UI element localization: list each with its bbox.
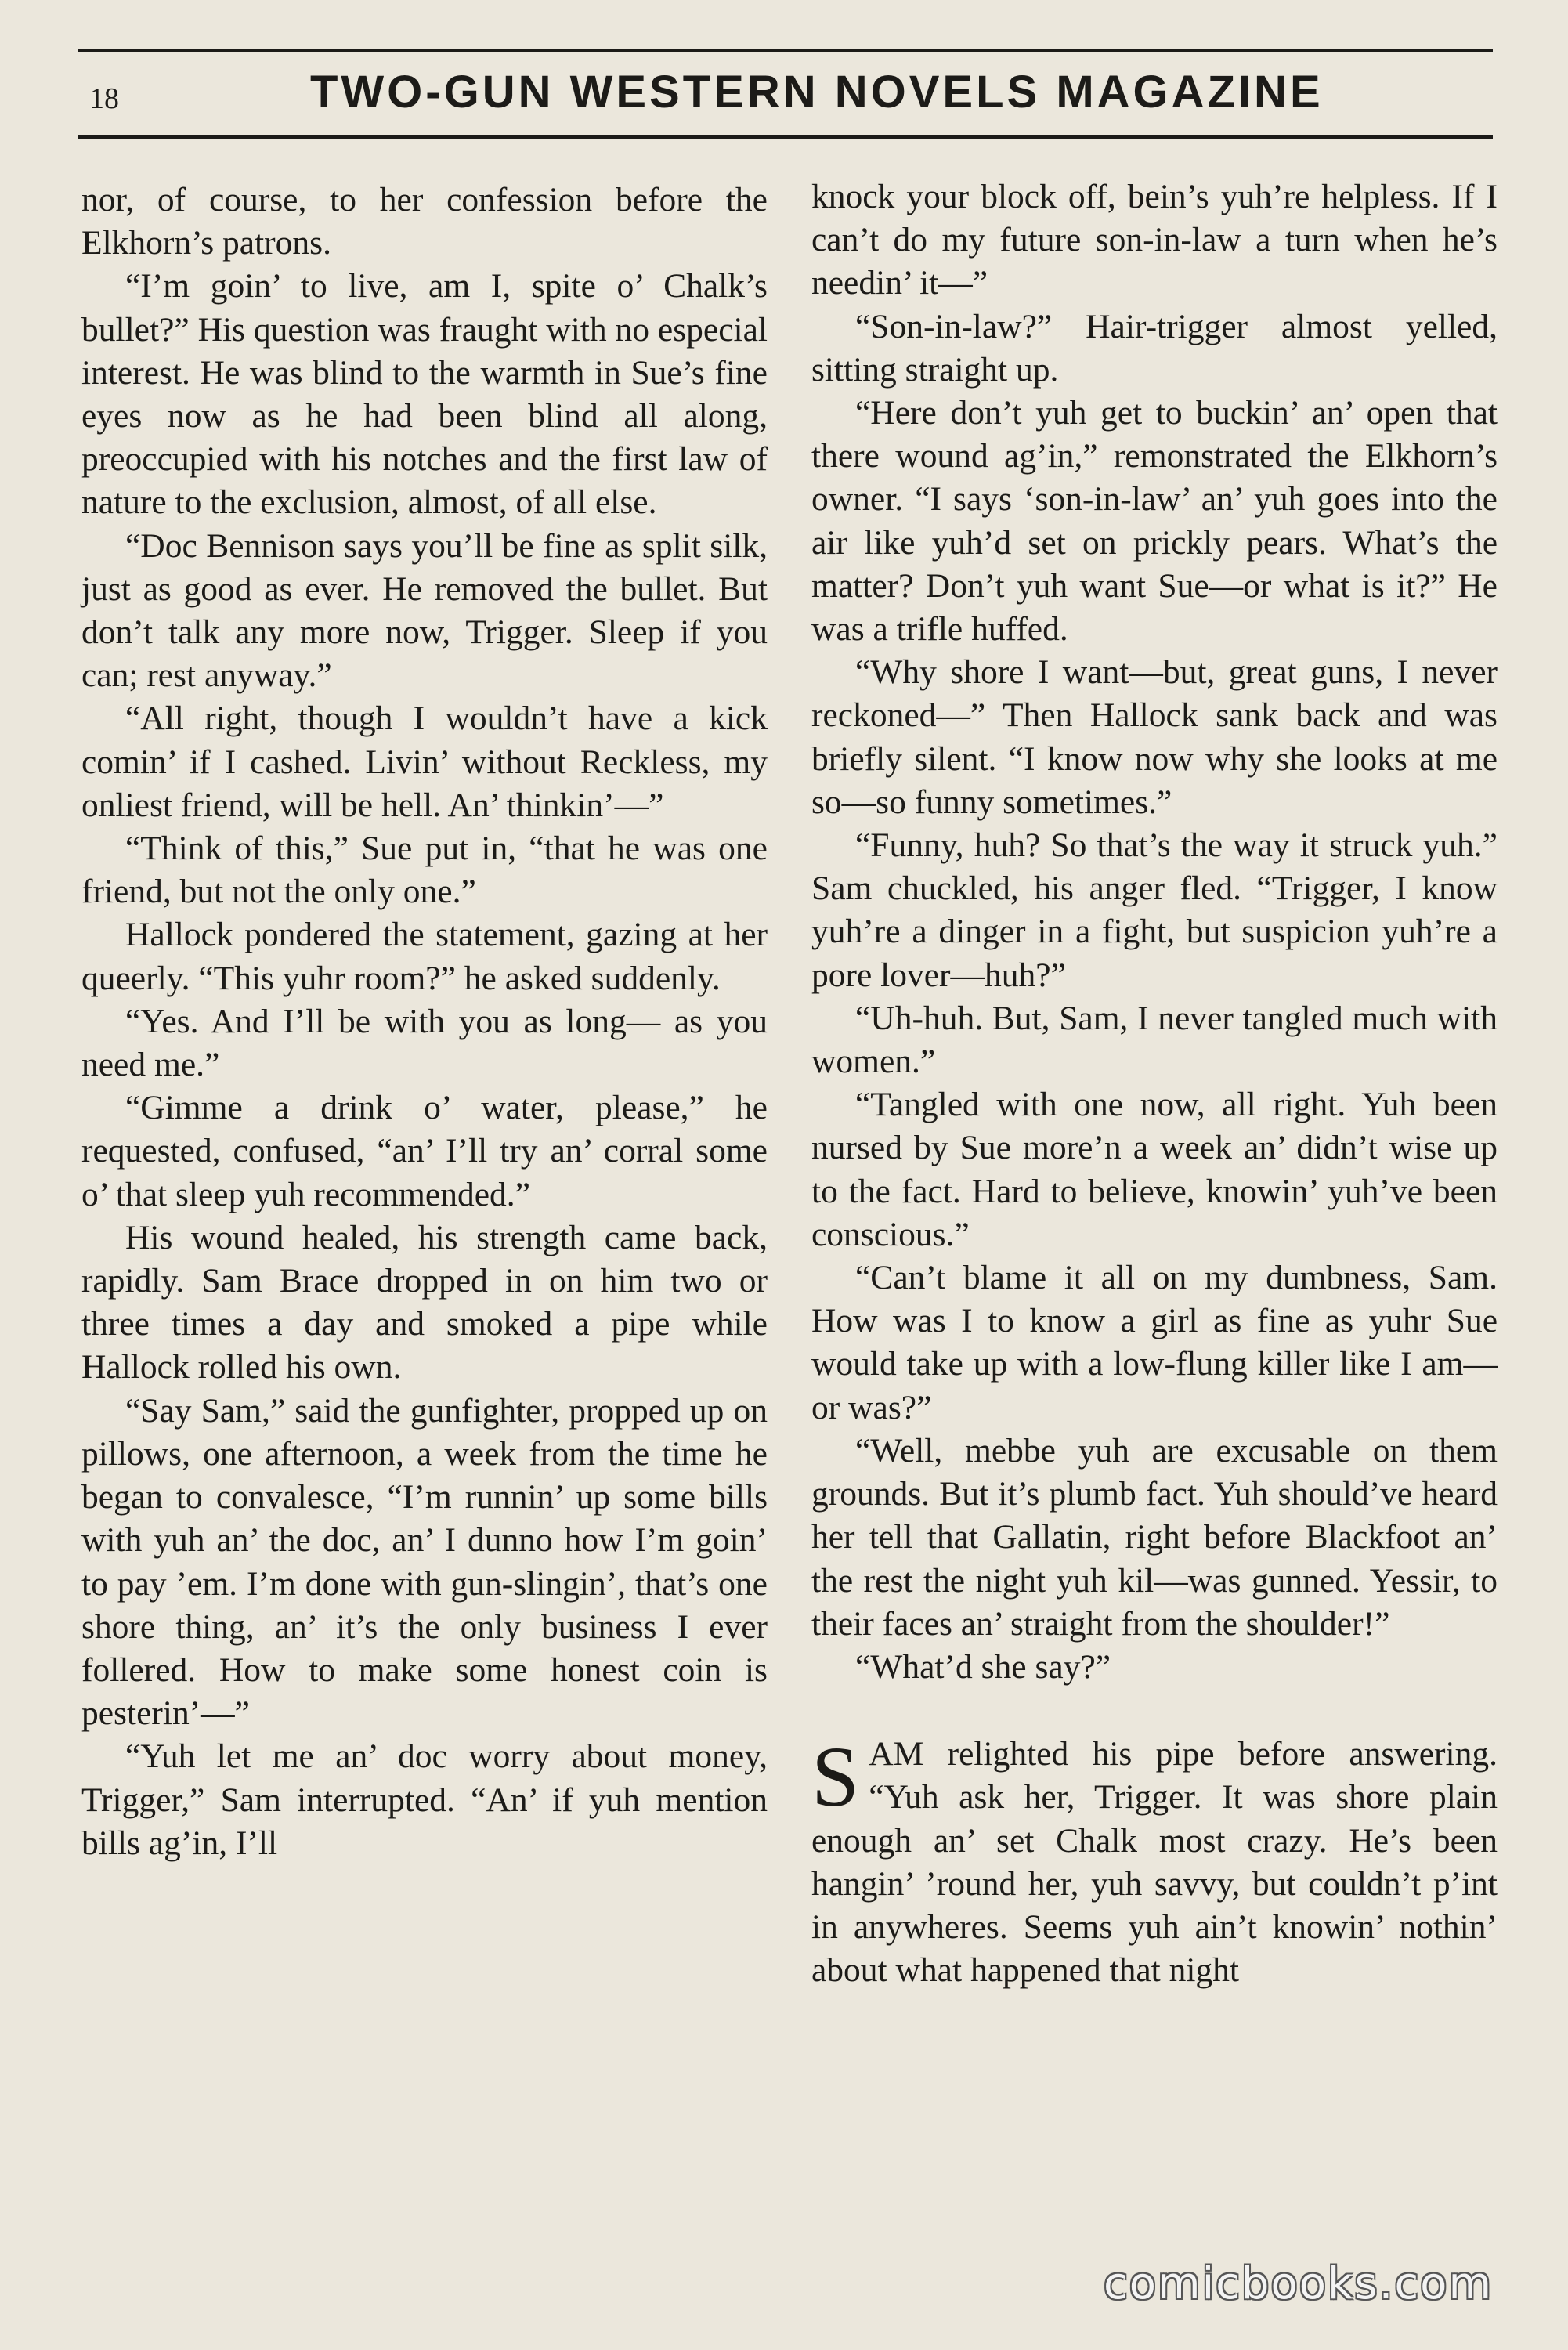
paragraph: “Gimme a drink o’ water, please,” he requested, confused, “an’ I’ll try an’ corral some o’ that sleep yuh recommended.”	[81, 1089, 768, 1213]
paragraph: “Funny, huh? So that’s the way it struck yuh.” Sam chuckled, his anger fled. “Trigger, I know yuh’re a dinger in a fight, but suspicion yuh’re a pore lover—huh?”	[811, 826, 1498, 994]
paragraph: “Can’t blame it all on my dumbness, Sam. How was I to know a girl as fine as yuhr Sue would take up with a low-flung killer like I am—or was?”	[811, 1259, 1498, 1426]
paragraph: His wound healed, his strength came back, rapidly. Sam Brace dropped in on him two or three times a day and smoked a pipe while Hallock rolled his own.	[81, 1218, 768, 1386]
paragraph: “Uh-huh. But, Sam, I never tangled much with women.”	[811, 999, 1498, 1081]
lead-in-caps: AM	[869, 1735, 924, 1773]
paragraph: Hallock pondered the statement, gazing at her queerly. “This yuhr room?” he asked suddenly.	[81, 916, 768, 997]
paragraph: “Yes. And I’ll be with you as long— as you need me.”	[81, 1002, 768, 1084]
right-text-column	[811, 175, 1498, 1992]
paragraph: “Yuh let me an’ doc worry about money, Trigger,” Sam interrupted. “An’ if yuh mention bills ag’in, I’ll	[81, 1737, 768, 1862]
running-head-title: TWO-GUN WESTERN NOVELS MAGAZINE	[310, 67, 1324, 118]
paragraph: “All right, though I wouldn’t have a kick comin’ if I cashed. Livin’ without Reckless, my onliest friend, will be hell. An’ thinkin’—”	[81, 700, 768, 824]
header-bottom-rule	[78, 135, 1493, 139]
paragraph: “I’m goin’ to live, am I, spite o’ Chalk’s bullet?” His question was fraught with no especial interest. He was blind to the warmth in Sue’s fine eyes now as he had been blind all along, preoccupied with his notches and the first law of nature to the exclusion, almost, of all else.	[81, 267, 768, 522]
section-gap	[811, 1689, 1498, 1733]
paragraph: “Well, mebbe yuh are excusable on them grounds. But it’s plumb fact. Yuh should’ve heard her tell that Gallatin, right before Blackfoot an’ the rest the night yuh kil—was gunned. Yessir, to their faces an’ straight from the shoulder!”	[811, 1431, 1498, 1643]
paragraph: “Tangled with one now, all right. Yuh been nursed by Sue more’n a week an’ didn’t wise up to the fact. Hard to believe, knowin’ yuh’ve been conscious.”	[811, 1086, 1498, 1253]
paragraph: nor, of course, to her confession before the Elkhorn’s patrons.	[81, 181, 768, 262]
section-opening-text: relighted his pipe before answering. “Yuh ask her, Trigger. It was shore plain enough an’ set Chalk most crazy. He’s been hangin’ ’round her, yuh savvy, but couldn’t p’int in anywheres. Seems yuh ain’t knowin’ nothin’ about what happened that night	[811, 1735, 1498, 1990]
watermark-logo: comicbooks.com	[1103, 2258, 1493, 2309]
paragraph: “Say Sam,” said the gunfighter, propped up on pillows, one afternoon, a week from the time he began to convalesce, “I’m runnin’ up some bills with yuh an’ the doc, an’ I dunno how I’m goin’ to pay ’em. I’m done with gun-slingin’, that’s one shore thing, an’ it’s the only business I ever follered. How to make some honest coin is pesterin’—”	[81, 1391, 768, 1733]
paragraph: “Think of this,” Sue put in, “that he was one friend, but not the only one.”	[81, 830, 768, 911]
paragraph: “What’d she say?”	[855, 1647, 1111, 1686]
section-opening-paragraph	[811, 1729, 1498, 1992]
paragraph: “Why shore I want—but, great guns, I never reckoned—” Then Hallock sank back and was briefly silent. “I know now why she looks at me so—so funny sometimes.”	[811, 653, 1498, 821]
paragraph: “Son-in-law?” Hair-trigger almost yelled, sitting straight up.	[811, 307, 1498, 389]
header-top-rule	[78, 49, 1493, 52]
page-header	[78, 56, 1493, 132]
paragraph: “Doc Bennison says you’ll be fine as split silk, just as good as ever. He removed the bullet. But don’t talk any more now, Trigger. Sleep if you can; rest anyway.”	[81, 526, 768, 695]
paragraph: knock your block off, bein’s yuh’re helpless. If I can’t do my future son-in-law a turn when he’s needin’ it—”	[811, 178, 1498, 302]
left-text-column	[81, 179, 768, 1865]
paragraph: “Here don’t yuh get to buckin’ an’ open that there wound ag’in,” remonstrated the Elkhorn’s owner. “I says ‘son-in-law’ an’ yuh goes into the air like yuh’d set on prickly pears. What’s the matter? Don’t yuh want Sue—or what is it?” He was a trifle huffed.	[811, 394, 1498, 649]
page-number: 18	[89, 82, 119, 115]
drop-cap: S	[811, 1729, 860, 1825]
